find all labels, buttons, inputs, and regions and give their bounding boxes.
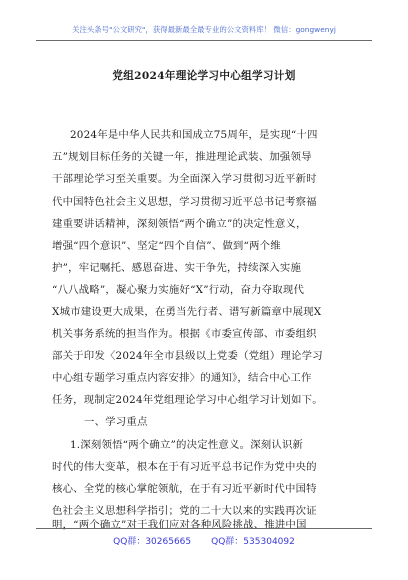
- body-line: 明，“两个确立”对于我们应对各种风险挑战、推进中国: [52, 519, 307, 531]
- footer-contacts: [0, 534, 408, 547]
- body-line: 任务，现制定2024年党组理论学习中心组学习计划如下。: [52, 394, 323, 406]
- body-line: 1.深刻领悟“两个确立”的决定性意义。深刻认识新: [70, 439, 304, 451]
- body-line: 增强“四个意识”、坚定“四个自信”、做到“两个维: [52, 240, 281, 252]
- body-line: “八八战略”，凝心聚力实施好“X”行动，奋力夺取现代: [52, 284, 305, 296]
- body-line: 代中国特色社会主义思想，学习贯彻习近平总书记考察福: [52, 196, 317, 208]
- body-line: X城市建设更大成果，在勇当先行者、谱写新篇章中展现X: [52, 306, 322, 318]
- footer-qq-group-2: QQ群：535304092: [211, 537, 295, 547]
- body-line: 建重要讲话精神，深刻领悟“两个确立”的决定性意义，: [52, 218, 307, 230]
- body-line: 五”规划目标任务的关键一年，推进理论武装、加强领导: [52, 151, 312, 163]
- footer-divider: [36, 528, 372, 529]
- body-line: 中心组专题学习重点内容安排〉的通知》，结合中心工作: [52, 372, 312, 384]
- body-line: 2024年是中华人民共和国成立75周年，是实现“十四: [70, 129, 318, 141]
- body-line: 护”，牢记嘱托、感恩奋进、实干争先，持续深入实施: [52, 262, 302, 274]
- body-line: 部关于印发〈2024年全市县级以上党委（党组）理论学习: [52, 350, 323, 362]
- footer-qq-group-1: QQ群：30265665: [113, 537, 192, 547]
- body-line: 时代的伟大变革，根本在于有习近平总书记作为党中央的: [52, 461, 317, 473]
- body-line: 干部理论学习至关重要。为全面深入学习贯彻习近平新时: [52, 173, 317, 185]
- document-title: 党组2024年理论学习中心组学习计划: [112, 70, 296, 82]
- header-notice: 关注头条号"公文研究"，获得最新最全最专业的公文资料库！ 微信：gongwenyj: [72, 25, 336, 34]
- body-line: 机关事务系统的担当作为。根据《市委宣传部、市委组织: [52, 328, 317, 340]
- section-heading: 一、学习重点: [84, 416, 148, 428]
- body-line: 核心、全党的核心掌舵领航，在于有习近平新时代中国特: [52, 483, 317, 495]
- body-line: 色社会主义思想科学指引；党的二十大以来的实践再次证: [52, 505, 317, 517]
